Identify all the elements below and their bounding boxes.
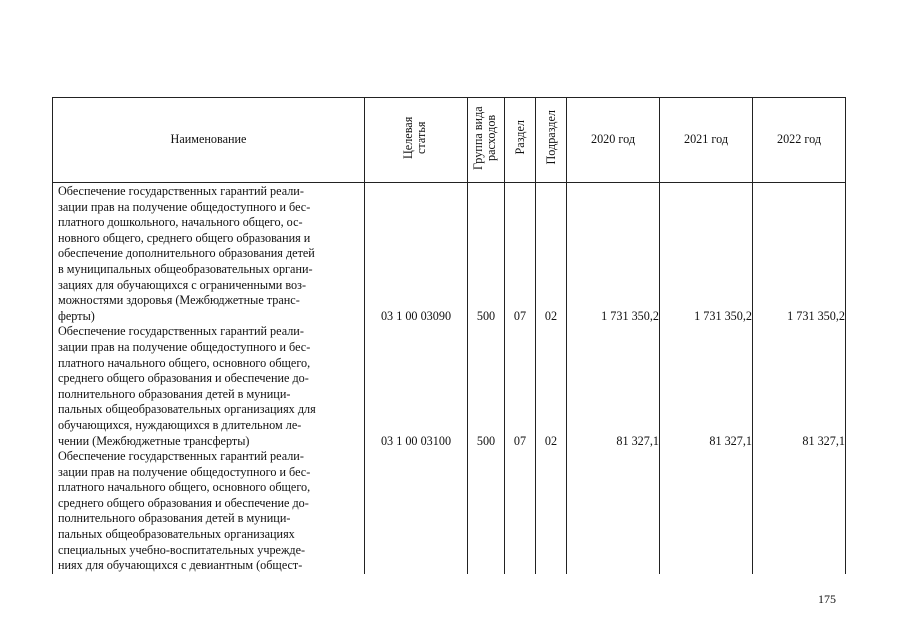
header-section-label: Раздел (512, 120, 527, 155)
row-2-subsection: 02 (544, 433, 558, 448)
row-2-section: 07 (513, 433, 527, 448)
row-1-subsection: 02 (544, 309, 558, 323)
subsection-column (536, 183, 567, 575)
y2020-column (567, 183, 660, 575)
row-2-y2021: 81 327,1 (709, 433, 752, 448)
header-2022: 2022 год (753, 98, 846, 183)
row-1-section: 07 (513, 309, 527, 323)
header-group-label: Группа вида расходов (471, 105, 498, 170)
header-section (505, 98, 536, 183)
header-target (365, 98, 468, 183)
row-1-name: Обеспечение государственных гарантий реали- зации прав на получение общедоступного и бес- платного дошкольного, начального общего, ос- новного общего, среднего общего образования и обеспечение дополнительного образования детей в муниципальных общеобразовательных органи- зациях для обучающихся с ограниченными воз- можностями здоровья (Межбюджетные транс- ферты) (58, 184, 315, 323)
header-subsection-label: Подраздел (543, 110, 558, 165)
y2021-column (660, 183, 753, 575)
page-number: 175 (818, 592, 836, 606)
row-1-target: 03 1 00 03090 (380, 309, 452, 323)
table-body-row (53, 183, 846, 575)
row-2-y2022: 81 327,1 (802, 433, 845, 448)
group-column (468, 183, 505, 575)
row-3-name: Обеспечение государственных гарантий реали- зации прав на получение общедоступного и бес- платного начального общего, основного общего, среднего общего образования и обеспечение до- полнительного образования детей в муници- пальных общеобразовательных организациях специальных учебно-воспитательных учрежде- ниях для обучающихся с девиантным (общест- (58, 449, 311, 573)
section-column (505, 183, 536, 575)
table-header-row (53, 98, 846, 183)
name-column (53, 183, 365, 575)
row-2-group: 500 (476, 433, 496, 448)
header-2020: 2020 год (567, 98, 660, 183)
row-1-y2021: 1 731 350,2 (694, 309, 752, 323)
row-2-target: 03 1 00 03100 (380, 433, 452, 448)
header-2021: 2021 год (660, 98, 753, 183)
header-group (468, 98, 505, 183)
header-target-label: Целевая статья (401, 116, 428, 159)
target-column (365, 183, 468, 575)
header-name: Наименование (53, 98, 365, 183)
row-1-y2020: 1 731 350,2 (601, 309, 659, 323)
budget-table (52, 97, 846, 574)
y2022-column (753, 183, 846, 575)
row-1-group: 500 (476, 309, 496, 323)
header-subsection (536, 98, 567, 183)
row-1-y2022: 1 731 350,2 (787, 309, 845, 323)
row-2-name: Обеспечение государственных гарантий реали- зации прав на получение общедоступного и бес- платного начального общего, основного общего, среднего общего образования и обеспечение до- полнительного образования детей в муници- пальных общеобразовательных организациях для обучающихся, нуждающихся в длительном ле- чении (Межбюджетные трансферты) (58, 324, 316, 448)
row-2-y2020: 81 327,1 (616, 433, 659, 448)
